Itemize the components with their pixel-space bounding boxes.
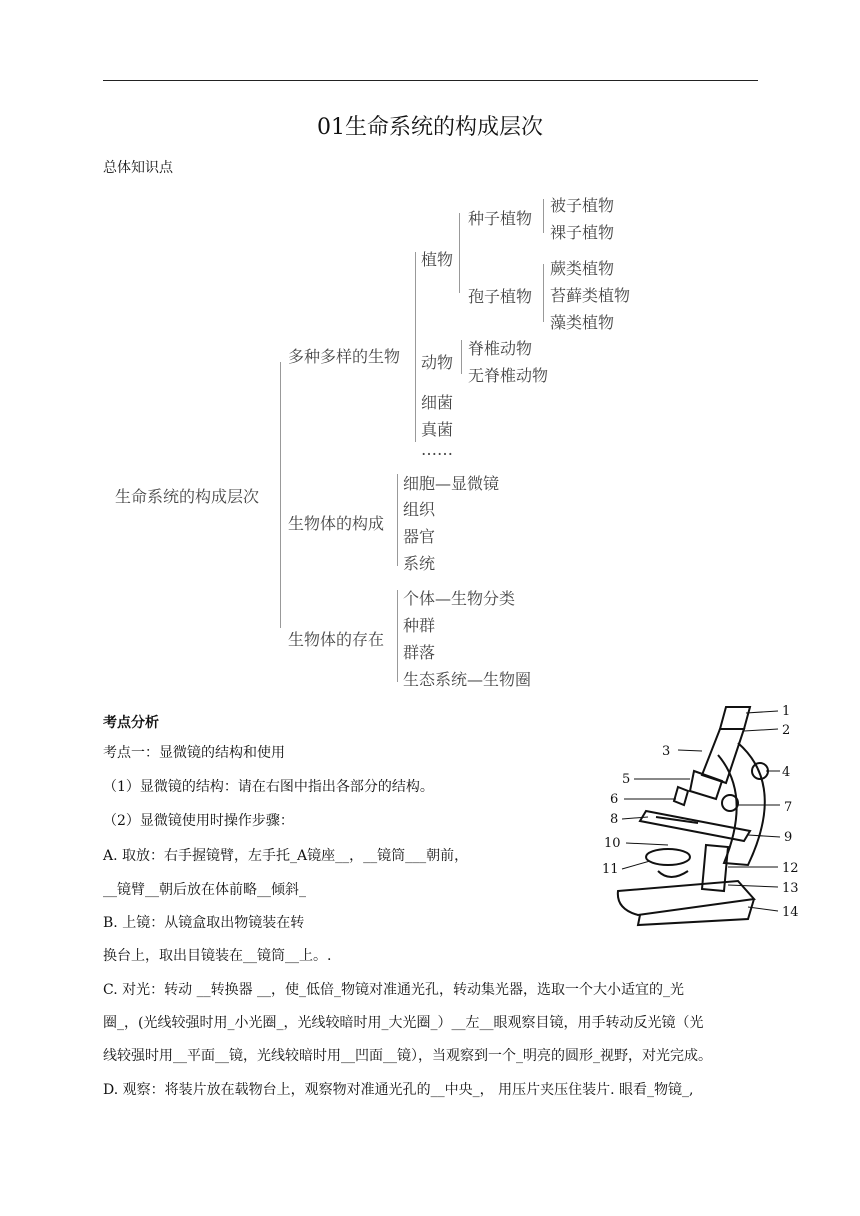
tree-bacteria: 细菌 [421,393,454,412]
page-title: 01生命系统的构成层次 [317,115,543,140]
microscope-label-5: 5 [622,772,631,787]
microscope-label-7: 7 [784,800,793,815]
microscope-label-10: 10 [604,836,621,851]
bracket-plants [459,213,460,293]
step-a-line1: A. 取放：右手握镜臂，左手托_A镜座__，__镜筒___朝前， [103,848,469,864]
microscope-label-8: 8 [610,812,619,827]
microscope-label-1: 1 [782,704,791,719]
tree-seed-plants: 种子植物 [468,209,533,228]
tree-angiosperm: 被子植物 [550,196,615,215]
microscope-label-4: 4 [782,765,791,780]
tree-algae: 藻类植物 [550,313,615,332]
tree-community: 群落 [403,643,436,662]
step-d-line1: D. 观察：将装片放在载物台上，观察物对准通光孔的__中央_， 用压片夹压住装片. 眼看_物镜_, [103,1082,694,1098]
tree-fern: 蕨类植物 [550,259,615,278]
tree-branch-existence: 生物体的存在 [288,630,385,649]
step-c-line1: C. 对光：转动 __转换器 __，使_低倍_物镜对准通光孔，转动集光器，选取一个大小适宜的_光 [103,982,685,998]
step-b-line2: 换台上，取出目镜装在__镜筒__上。. [103,948,332,964]
tree-ecosystem: 生态系统—生物圈 [403,670,532,689]
bracket-animals [461,340,462,374]
step-c-line2: 圈_，(光线较强时用_小光圈_，光线较暗时用_大光圈_）__左__眼观察目镜，用手转动反光镜（光 [103,1015,704,1031]
microscope-label-11: 11 [602,862,619,877]
microscope-label-13: 13 [782,881,799,896]
question1-text: （1）显微镜的结构：请在右图中指出各部分的结构。 [103,779,434,795]
tree-population: 种群 [403,616,436,635]
step-a-line2: __镜臂__朝后放在体前略__倾斜_ [103,882,306,898]
microscope-label-12: 12 [782,861,799,876]
tree-cell: 细胞—显微镜 [403,474,500,493]
bracket-existence [397,590,398,682]
tree-root: 生命系统的构成层次 [115,487,260,506]
tree-moss: 苔藓类植物 [550,286,631,305]
microscope-label-6: 6 [610,792,619,807]
section-heading: 考点分析 [103,715,159,731]
tree-system: 系统 [403,554,436,573]
step-c-line3: 线较强时用__平面__镜，光线较暗时用__凹面__镜），当观察到一个_明亮的圆形_视野，对光完成。 [103,1048,712,1064]
bracket-structure [397,474,398,566]
step-b-line1: B. 上镜：从镜盒取出物镜装在转 [103,915,305,931]
bracket-root [280,362,281,628]
tree-branch-structure: 生物体的构成 [288,514,385,533]
microscope-label-14: 14 [782,905,799,920]
point1-text: 考点一：显微镜的结构和使用 [103,745,285,761]
tree-tissue: 组织 [403,500,436,519]
microscope-label-3: 3 [662,744,671,759]
tree-invertebrate: 无脊椎动物 [468,366,549,385]
tree-branch-diverse: 多种多样的生物 [288,347,401,366]
bracket-spore [543,264,544,322]
tree-animals: 动物 [421,353,454,372]
microscope-label-9: 9 [784,830,793,845]
tree-gymnosperm: 裸子植物 [550,223,615,242]
microscope-diagram [598,695,803,930]
microscope-label-2: 2 [782,723,791,738]
tree-plants: 植物 [421,250,454,269]
header-rule [103,80,758,81]
bracket-seed [543,199,544,233]
tree-spore-plants: 孢子植物 [468,287,533,306]
tree-individual: 个体—生物分类 [403,589,516,608]
question2-text: （2）显微镜使用时操作步骤： [103,813,294,829]
tree-etc: …… [421,440,453,459]
tree-organ: 器官 [403,527,436,546]
tree-fungi: 真菌 [421,420,454,439]
overview-label: 总体知识点 [103,160,173,176]
tree-vertebrate: 脊椎动物 [468,339,533,358]
bracket-diverse [415,252,416,442]
